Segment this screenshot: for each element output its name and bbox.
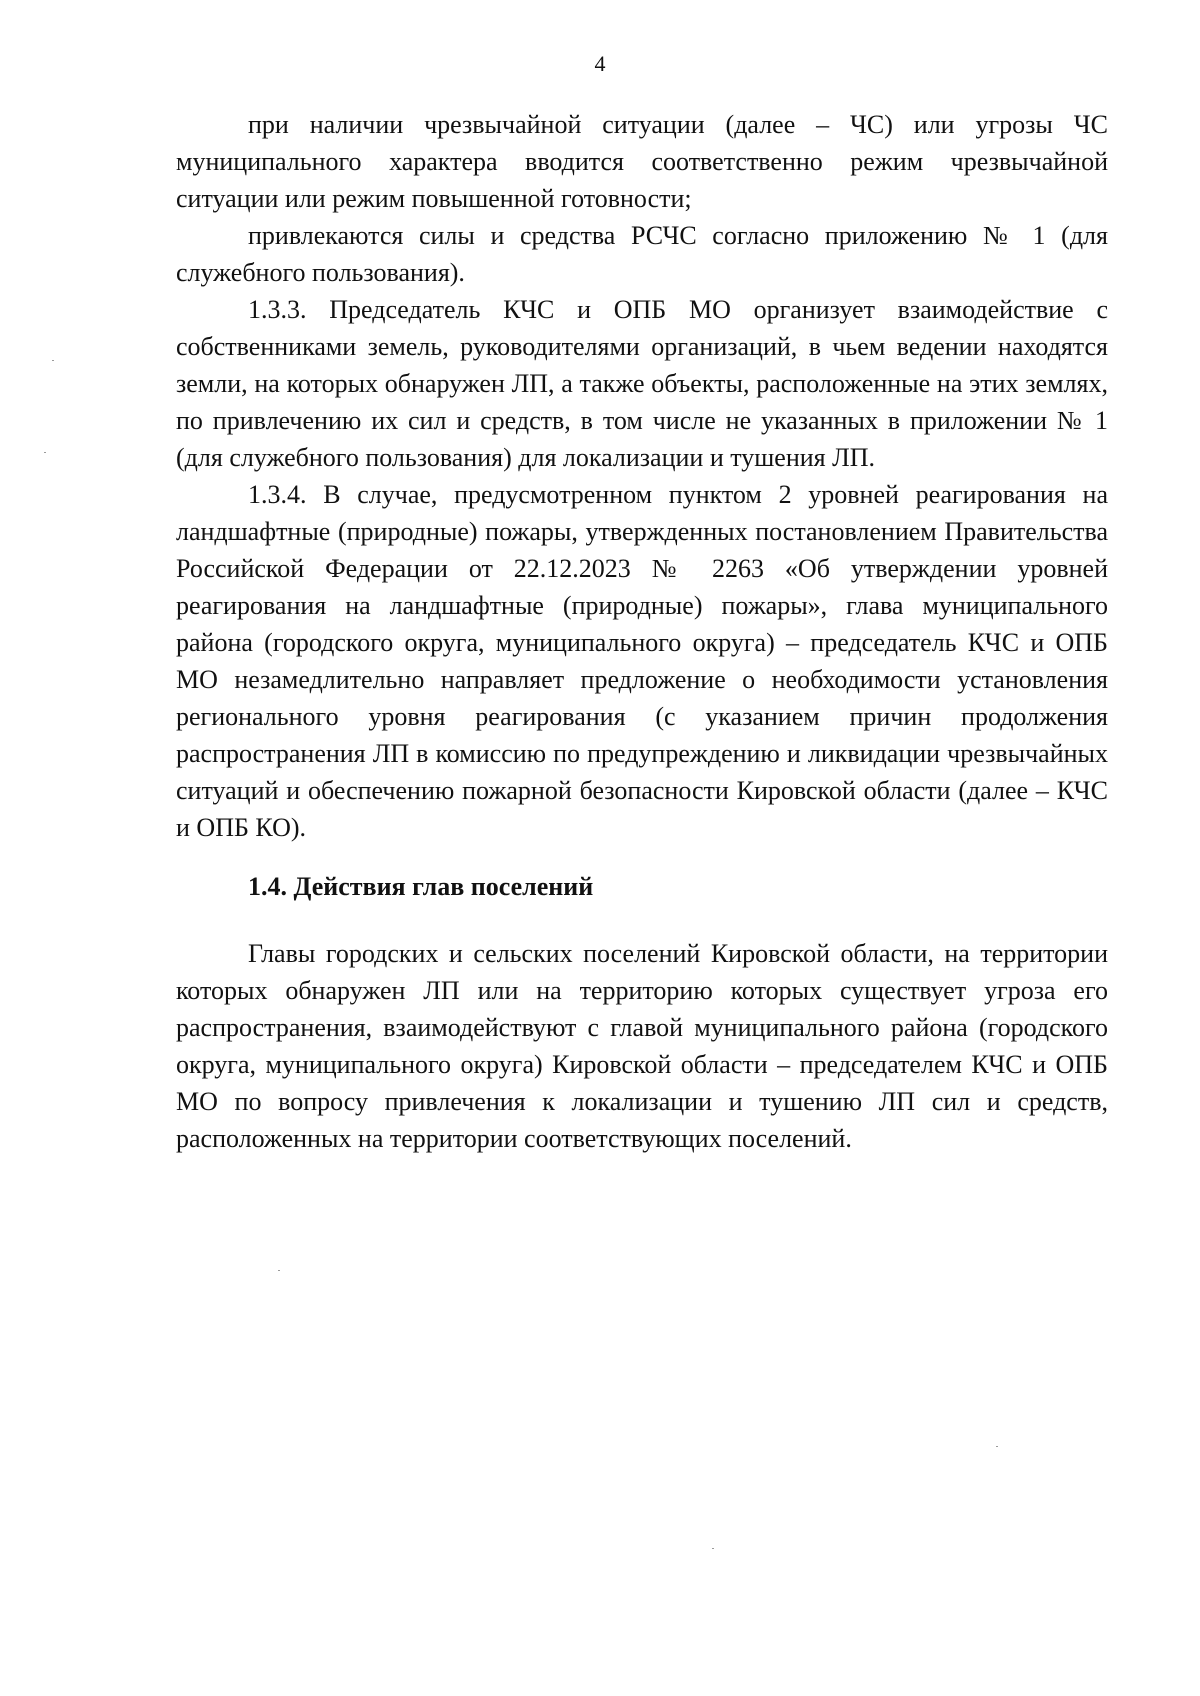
scan-speck	[44, 452, 46, 453]
paragraph-emergency-regime: при наличии чрезвычайной ситуации (далее – ЧС) или угрозы ЧС муниципального характера вводится соответственно режим чрезвычайной ситуации или режим повышенной готовности;	[176, 110, 1108, 213]
paragraph-1-3-3: 1.3.3. Председатель КЧС и ОПБ МО организует взаимодействие с собственниками земель, руководителями организаций, в чьем ведении находятся земли, на которых обнаружен ЛП, а также объекты, расположенные на этих землях, по привлечению их сил и средств, в том числе не указанных в приложении № 1 (для служебного пользования) для локализации и тушения ЛП.	[176, 295, 1108, 472]
paragraph-settlement-heads: Главы городских и сельских поселений Кировской области, на территории которых обнаружен ЛП или на территорию которых существует угроза его распространения, взаимодействуют с главой муниципального района (городского округа, муниципального округа) Кировской области – председателем КЧС и ОПБ МО по вопросу привлечения к локализации и тушению ЛП сил и средств, расположенных на территории соответствующих поселений.	[176, 939, 1108, 1153]
document-body	[176, 106, 1108, 1157]
scan-speck	[278, 1270, 280, 1271]
page-number: 4	[594, 51, 606, 76]
paragraph-1-3-4: 1.3.4. В случае, предусмотренном пунктом 2 уровней реагирования на ландшафтные (природные) пожары, утвержденных постановлением Правительства Российской Федерации от 22.12.2023 № 2263 «Об утверждении уровней реагирования на ландшафтные (природные) пожары», глава муниципального района (городского округа, муниципального округа) – председатель КЧС и ОПБ МО незамедлительно направляет предложение о необходимости установления регионального уровня реагирования (с указанием причин продолжения распространения ЛП в комиссию по предупреждению и ликвидации чрезвычайных ситуаций и обеспечению пожарной безопасности Кировской области (далее – КЧС и ОПБ КО).	[176, 480, 1108, 842]
scan-speck	[996, 1446, 998, 1447]
paragraph-forces-involvement: привлекаются силы и средства РСЧС согласно приложению № 1 (для служебного пользования).	[176, 221, 1108, 287]
scan-speck	[52, 360, 54, 361]
section-heading: 1.4. Действия глав поселений	[248, 872, 594, 901]
scan-speck	[712, 1548, 714, 1549]
